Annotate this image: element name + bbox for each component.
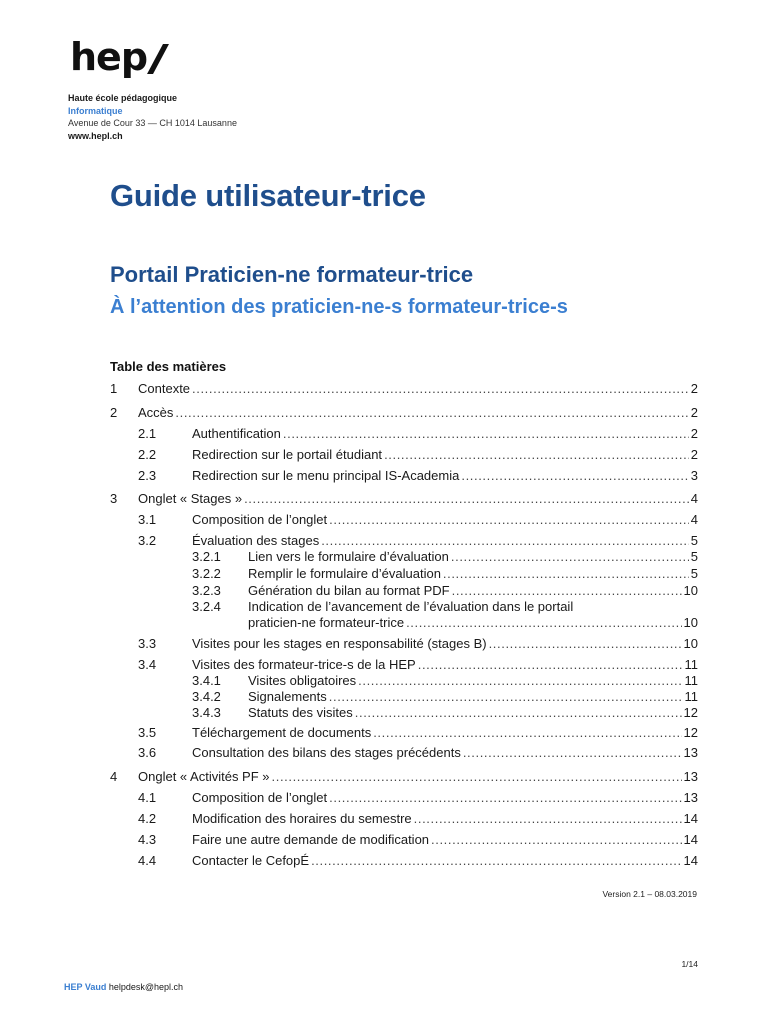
toc-entry-number: 4.3: [138, 832, 157, 847]
toc-entry-text: Consultation des bilans des stages précédents: [192, 745, 461, 760]
toc-leader-dots: [329, 689, 683, 705]
toc-entry-number: 3.6: [138, 745, 157, 760]
toc-leader-dots: [451, 549, 689, 565]
toc-entry-page: 10: [683, 636, 698, 651]
toc-entry-text: Lien vers le formulaire d’évaluation: [248, 549, 449, 564]
hep-logo: [70, 35, 161, 79]
toc-leader-dots: [384, 447, 689, 463]
toc-entry-number: 2.3: [138, 468, 157, 483]
toc-entry[interactable]: [110, 426, 698, 442]
toc-entry-page: 11: [684, 673, 698, 688]
toc-entry-number: 1: [110, 381, 118, 396]
toc-entry[interactable]: [110, 745, 698, 761]
toc-entry-text: Modification des horaires du semestre: [192, 811, 412, 826]
toc-entry-number: 4.4: [138, 853, 157, 868]
toc-entry[interactable]: [110, 725, 698, 741]
toc-entry-text: Statuts des visites: [248, 705, 353, 720]
toc-entry-page: 5: [690, 566, 698, 581]
toc-entry[interactable]: [110, 468, 698, 484]
toc-entry-text: Remplir le formulaire d’évaluation: [248, 566, 441, 581]
toc-leader-dots: [272, 769, 682, 785]
page-number: 1/14: [681, 959, 698, 969]
toc-heading: Table des matières: [110, 359, 227, 374]
toc-entry[interactable]: [110, 491, 698, 507]
toc-entry-page: 5: [690, 533, 698, 548]
toc-entry-text: Téléchargement de documents: [192, 725, 372, 740]
toc-entry-page: 12: [683, 705, 698, 720]
toc-entry-page: 11: [684, 689, 698, 704]
toc-leader-dots: [358, 673, 682, 689]
toc-entry-text: Accès: [138, 405, 174, 420]
toc-entry-page: 10: [683, 583, 698, 598]
toc-entry-text: Composition de l’onglet: [192, 790, 328, 805]
document-title: Guide utilisateur-trice: [110, 178, 426, 213]
toc-leader-dots: [329, 512, 689, 528]
toc-leader-dots: [311, 853, 681, 869]
org-address: Avenue de Cour 33 — CH 1014 Lausanne: [68, 118, 237, 128]
toc-entry-page: 4: [690, 512, 698, 527]
document-subtitle: Portail Praticien-ne formateur-trice: [110, 262, 474, 287]
toc-entry-text: Visites pour les stages en responsabilité (stages B): [192, 636, 487, 651]
toc-entry-number: 3.4.3: [192, 705, 221, 720]
toc-entry-page: 14: [683, 811, 698, 826]
toc-leader-dots: [283, 426, 689, 442]
toc-entry[interactable]: [110, 533, 698, 549]
toc-entry-number: 3.2: [138, 533, 157, 548]
footer-org: HEP Vaud: [64, 982, 107, 992]
toc-entry-text: Onglet « Stages »: [138, 491, 243, 506]
logo-text: hep: [70, 35, 148, 79]
toc-entry-page: 2: [690, 426, 698, 441]
toc-entry-number: 4: [110, 769, 118, 784]
toc-entry-text: Composition de l’onglet: [192, 512, 328, 527]
toc-entry[interactable]: [110, 405, 698, 421]
toc-entry-number: 3.4: [138, 657, 157, 672]
toc-entry-text: Faire une autre demande de modification: [192, 832, 430, 847]
document-audience: À l’attention des praticien-ne-s formateur-trice-s: [110, 296, 568, 318]
toc-entry-text: Redirection sur le portail étudiant: [192, 447, 383, 462]
toc-entry-page: 11: [684, 657, 698, 672]
toc-entry-number: 2.2: [138, 447, 157, 462]
toc-entry[interactable]: [110, 769, 698, 785]
footer-email-link[interactable]: helpdesk@hepl.ch: [108, 982, 184, 992]
toc-entry-wrapped-second-line[interactable]: [110, 615, 698, 631]
toc-leader-dots: [418, 657, 683, 673]
toc-entry-text: Visites obligatoires: [248, 673, 357, 688]
toc-entry-page: 2: [690, 405, 698, 420]
toc-entry-page: 2: [690, 381, 698, 396]
toc-entry-page: 13: [683, 769, 698, 784]
toc-entry-number: 3.4.1: [192, 673, 221, 688]
toc-entry-wrapped-first-line[interactable]: [110, 599, 698, 615]
toc-entry-text: Contacter le CefopÉ: [192, 853, 310, 868]
toc-leader-dots: [192, 381, 689, 397]
toc-entry[interactable]: [110, 832, 698, 848]
toc-entry-text: Onglet « Activités PF »: [138, 769, 270, 784]
toc-entry-page: 14: [683, 853, 698, 868]
toc-entry-number: 3.5: [138, 725, 157, 740]
toc-leader-dots: [355, 705, 682, 721]
toc-entry-number: 3.2.2: [192, 566, 221, 581]
toc-entry-number: 3.2.3: [192, 583, 221, 598]
toc-entry-page: 10: [683, 615, 698, 630]
toc-entry[interactable]: [110, 549, 698, 565]
toc-entry-number: 2: [110, 405, 118, 420]
toc-entry-page: 3: [690, 468, 698, 483]
toc-entry[interactable]: [110, 447, 698, 463]
logo-slash-icon: [147, 44, 169, 74]
toc-leader-dots: [489, 636, 682, 652]
toc-entry[interactable]: [110, 566, 698, 582]
toc-leader-dots: [329, 790, 681, 806]
toc-leader-dots: [414, 811, 682, 827]
toc-entry-text-continued: praticien-ne formateur-trice: [248, 615, 405, 630]
toc-entry-text: Authentification: [192, 426, 281, 441]
toc-entry-number: 3.4.2: [192, 689, 221, 704]
toc-leader-dots: [321, 533, 689, 549]
toc-entry[interactable]: [110, 381, 698, 397]
toc-entry[interactable]: [110, 705, 698, 721]
toc-entry-page: 12: [683, 725, 698, 740]
toc-entry-page: 5: [690, 549, 698, 564]
toc-entry-text: Indication de l’avancement de l’évaluation dans le portail: [248, 599, 574, 614]
toc-entry-number: 3.2.1: [192, 549, 221, 564]
toc-leader-dots: [244, 491, 689, 507]
toc-entry-number: 4.2: [138, 811, 157, 826]
organization-block: [68, 92, 237, 142]
toc-entry-text: Signalements: [248, 689, 327, 704]
toc-entry-page: 13: [683, 790, 698, 805]
toc-leader-dots: [461, 468, 688, 484]
toc-leader-dots: [452, 583, 682, 599]
toc-leader-dots: [373, 725, 681, 741]
toc-leader-dots: [443, 566, 689, 582]
toc-entry[interactable]: [110, 790, 698, 806]
toc-entry-number: 2.1: [138, 426, 157, 441]
toc-entry-page: 4: [690, 491, 698, 506]
toc-entry-text: Redirection sur le menu principal IS-Academia: [192, 468, 460, 483]
toc-entry[interactable]: [110, 689, 698, 705]
toc-entry[interactable]: [110, 512, 698, 528]
org-website-link[interactable]: www.hepl.ch: [68, 130, 123, 141]
toc-entry[interactable]: [110, 636, 698, 652]
org-name: Haute école pédagogique: [68, 93, 178, 103]
toc-entry[interactable]: [110, 657, 698, 673]
toc-leader-dots: [406, 615, 681, 631]
toc-entry[interactable]: [110, 583, 698, 599]
footer: [64, 982, 183, 992]
toc-entry-number: 3.2.4: [192, 599, 221, 614]
toc-entry-text: Contexte: [138, 381, 191, 396]
toc-entry-text: Génération du bilan au format PDF: [248, 583, 450, 598]
toc-entry-page: 2: [690, 447, 698, 462]
toc-entry-number: 3.1: [138, 512, 157, 527]
toc-entry[interactable]: [110, 673, 698, 689]
toc-entry[interactable]: [110, 853, 698, 869]
version-label: Version 2.1 – 08.03.2019: [602, 889, 697, 899]
toc-leader-dots: [431, 832, 681, 848]
toc-entry-number: 3.3: [138, 636, 157, 651]
toc-entry[interactable]: [110, 811, 698, 827]
toc-entry-page: 14: [683, 832, 698, 847]
org-department: Informatique: [68, 105, 123, 116]
toc-entry-text: Évaluation des stages: [192, 533, 320, 548]
toc-entry-text: Visites des formateur-trice-s de la HEP: [192, 657, 416, 672]
toc-entry-number: 4.1: [138, 790, 157, 805]
toc-leader-dots: [175, 405, 688, 421]
toc-entry-number: 3: [110, 491, 118, 506]
toc-entry-page: 13: [683, 745, 698, 760]
toc-leader-dots: [463, 745, 682, 761]
